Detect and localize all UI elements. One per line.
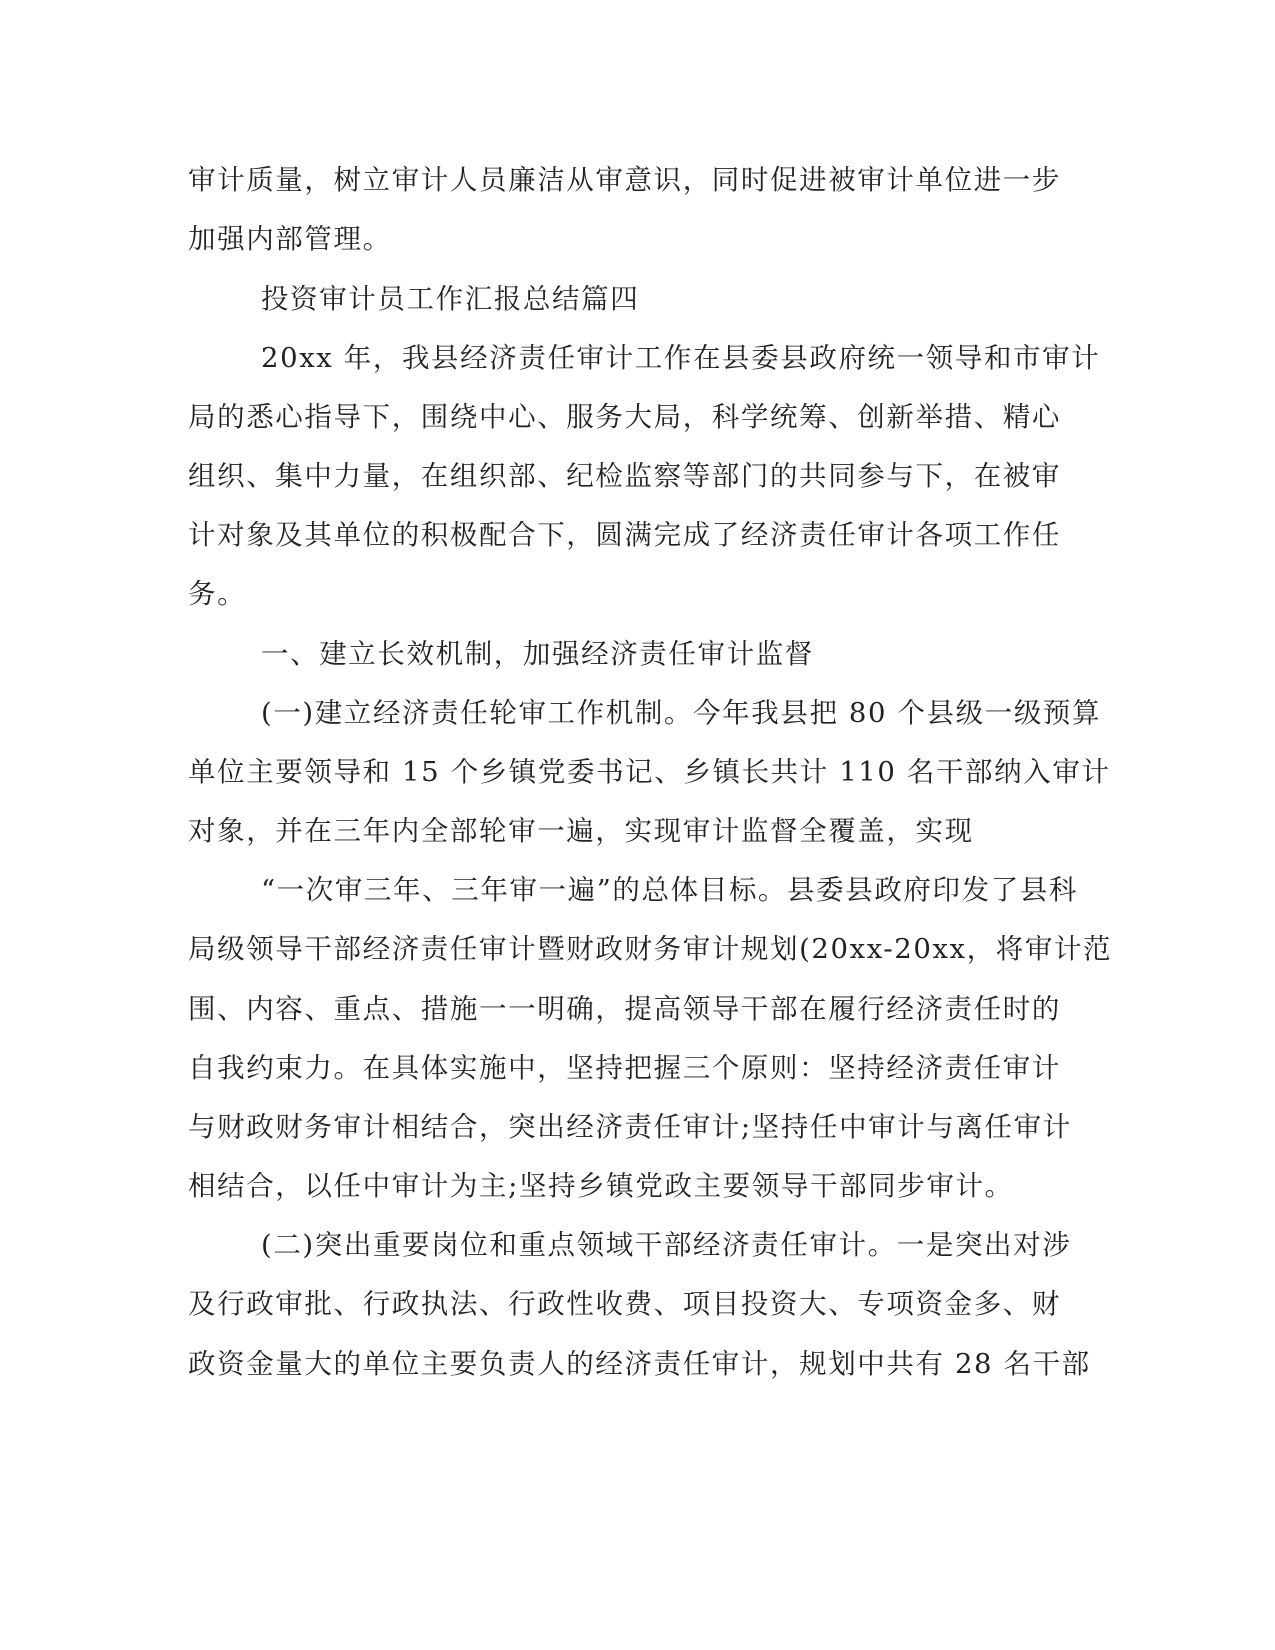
text-line: 相结合，以任中审计为主;坚持乡镇党政主要领导干部同步审计。 xyxy=(188,1170,1014,1202)
text-line: 及行政审批、行政执法、行政性收费、项目投资大、专项资金多、财 xyxy=(188,1288,1061,1320)
section-heading: 投资审计员工作汇报总结篇四 xyxy=(261,283,640,315)
subsection-heading: 一、建立长效机制，加强经济责任审计监督 xyxy=(261,638,814,670)
text-line: “一次审三年、三年审一遍”的总体目标。县委县政府印发了县科 xyxy=(261,874,1079,906)
text-line: (一)建立经济责任轮审工作机制。今年我县把 80 个县级一级预算 xyxy=(261,697,1102,729)
text-line: 对象，并在三年内全部轮审一遍，实现审计监督全覆盖，实现 xyxy=(188,815,974,847)
text-line: 围、内容、重点、措施一一明确，提高领导干部在履行经济责任时的 xyxy=(188,993,1061,1025)
text-line: 政资金量大的单位主要负责人的经济责任审计，规划中共有 28 名干部 xyxy=(188,1348,1091,1380)
text-line: 自我约束力。在具体实施中，坚持把握三个原则：坚持经济责任审计 xyxy=(188,1052,1061,1084)
text-line: 组织、集中力量，在组织部、纪检监察等部门的共同参与下，在被审 xyxy=(188,460,1061,492)
text-line: 局的悉心指导下，围绕中心、服务大局，科学统筹、创新举措、精心 xyxy=(188,401,1061,433)
text-line: 审计质量，树立审计人员廉洁从审意识，同时促进被审计单位进一步 xyxy=(188,164,1061,196)
text-line: 单位主要领导和 15 个乡镇党委书记、乡镇长共计 110 名干部纳入审计 xyxy=(188,756,1111,788)
text-line: 局级领导干部经济责任审计暨财政财务审计规划(20xx-20xx，将审计范 xyxy=(188,933,1113,965)
text-line: (二)突出重要岗位和重点领域干部经济责任审计。一是突出对涉 xyxy=(261,1229,1072,1261)
text-line: 加强内部管理。 xyxy=(188,223,392,255)
text-line: 与财政财务审计相结合，突出经济责任审计;坚持任中审计与离任审计 xyxy=(188,1111,1072,1143)
text-line: 务。 xyxy=(188,578,247,610)
text-line: 20xx 年，我县经济责任审计工作在县委县政府统一领导和市审计 xyxy=(261,342,1101,374)
text-line: 计对象及其单位的积极配合下，圆满完成了经济责任审计各项工作任 xyxy=(188,519,1061,551)
